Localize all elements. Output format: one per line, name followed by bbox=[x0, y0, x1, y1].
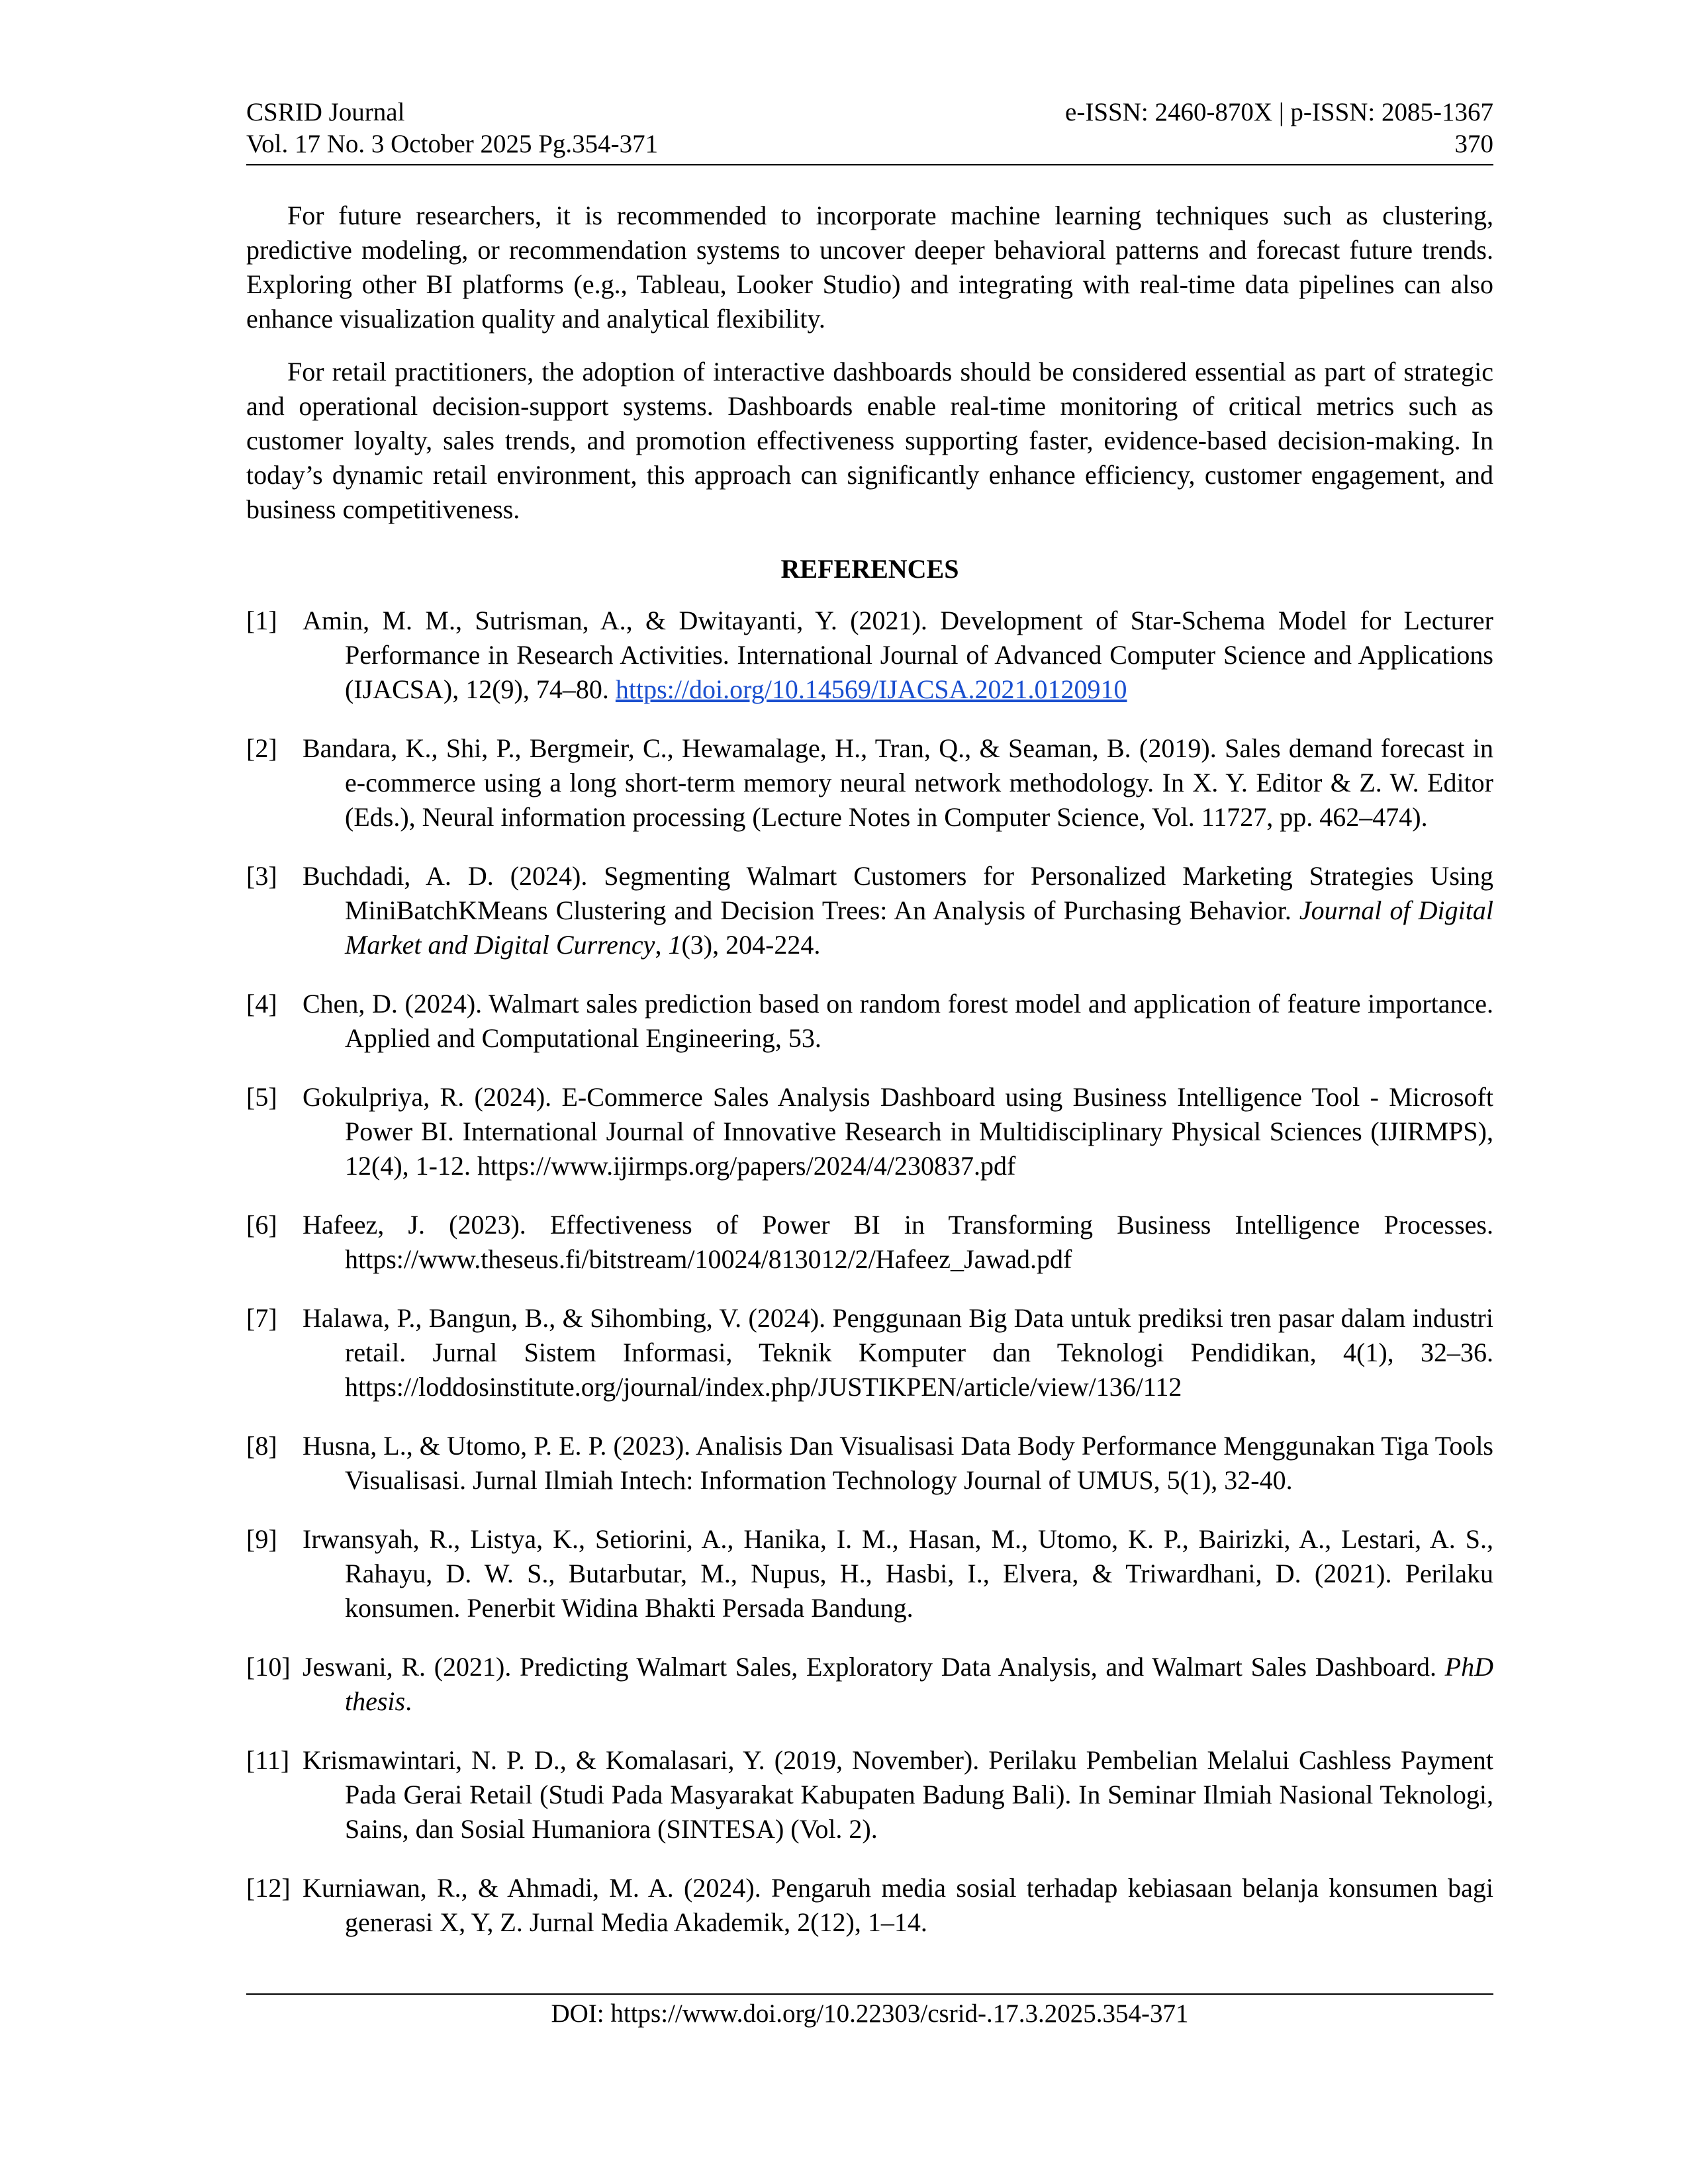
reference-text: Amin, M. M., Sutrisman, A., & Dwitayanti, Y. (2021). Development of Star-Schema Model for Lecturer Performance in Research Activities. International Journal of Advanced Computer Science and Applications (IJACSA), 12(9), 74–80. bbox=[303, 606, 1493, 704]
paragraph-retail-practitioners: For retail practitioners, the adoption of interactive dashboards should be considered essential as part of strategic and operational decision-support systems. Dashboards enable real-time monitoring of critical metrics such as customer loyalty, sales trends, and promotion effectiveness supporting faster, evidence-based decision-making. In today’s dynamic retail environment, this approach can significantly enhance efficiency, customer engagement, and business competitiveness. bbox=[246, 357, 1493, 524]
reference-text: Bandara, K., Shi, P., Bergmeir, C., Hewamalage, H., Tran, Q., & Seaman, B. (2019). Sales demand forecast in e-commerce using a long short-term memory neural network methodology. In X. Y. Editor & Z. W. Editor (Eds.), Neural information processing (Lecture Notes in Computer Science, Vol. 11727, pp. 462–474). bbox=[303, 733, 1493, 832]
reference-item: [3] Buchdadi, A. D. (2024). Segmenting Walmart Customers for Personalized Marketing Strategies Using MiniBatchKMeans Clustering and Decision Trees: An Analysis of Purchasing Behavior. Journal of Digital Market and Digital Currency, 1(3), 204-224. bbox=[246, 861, 1493, 960]
reference-journal: Journal of Digital Market and Digital Currency bbox=[345, 895, 1493, 960]
header-row-1 bbox=[246, 97, 1493, 128]
reference-text: Krismawintari, N. P. D., & Komalasari, Y. (2019, November). Perilaku Pembelian Melalui Cashless Payment Pada Gerai Retail (Studi Pada Masyarakat Kabupaten Badung Bali). In Seminar Ilmiah Nasional Teknologi, Sains, dan Sosial Humaniora (SINTESA) (Vol. 2). bbox=[303, 1745, 1493, 1844]
volume-info: Vol. 17 No. 3 October 2025 Pg.354-371 bbox=[246, 130, 659, 158]
reference-item: [5] Gokulpriya, R. (2024). E-Commerce Sales Analysis Dashboard using Business Intelligence Tool - Microsoft Power BI. International Journal of Innovative Research in Multidisciplinary Physical Sciences (IJIRMPS), 12(4), 1-12. https://www.ijirmps.org/papers/2024/4/230837.pdf bbox=[246, 1082, 1493, 1181]
reference-text: Buchdadi, A. D. (2024). Segmenting Walmart Customers for Personalized Marketing Strategies Using MiniBatchKMeans Clustering and Decision Trees: An Analysis of Purchasing Behavior. bbox=[303, 861, 1493, 925]
references-heading: REFERENCES bbox=[780, 554, 959, 584]
reference-item: [2] Bandara, K., Shi, P., Bergmeir, C., Hewamalage, H., Tran, Q., & Seaman, B. (2019). Sales demand forecast in e-commerce using a long short-term memory neural network methodology. In X. Y. Editor & Z. W. Editor (Eds.), Neural information processing (Lecture Notes in Computer Science, Vol. 11727, pp. 462–474). bbox=[246, 733, 1493, 832]
reference-text: Halawa, P., Bangun, B., & Sihombing, V. (2024). Penggunaan Big Data untuk prediksi tren pasar dalam industri retail. Jurnal Sistem Informasi, Teknik Komputer dan Teknologi Pendidikan, 4(1), 32–36. https://loddosinstitute.org/journal/index.php/JUSTIKPEN/article/view/136/112 bbox=[303, 1303, 1493, 1402]
reference-publication-type: PhD thesis bbox=[345, 1652, 1493, 1716]
reference-item: [6] Hafeez, J. (2023). Effectiveness of Power BI in Transforming Business Intelligence Processes. https://www.theseus.fi/bitstream/10024/813012/2/Hafeez_Jawad.pdf bbox=[246, 1210, 1493, 1274]
reference-item: [4] Chen, D. (2024). Walmart sales prediction based on random forest model and application of feature importance. Applied and Computational Engineering, 53. bbox=[246, 989, 1493, 1053]
page-header bbox=[246, 97, 1493, 160]
issn-info: e-ISSN: 2460-870X | p-ISSN: 2085-1367 bbox=[1065, 98, 1493, 126]
journal-name: CSRID Journal bbox=[246, 98, 405, 126]
reference-text: Irwansyah, R., Listya, K., Setiorini, A., Hanika, I. M., Hasan, M., Utomo, K. P., Bairizki, A., Lestari, A. S., Rahayu, D. W. S., Butarbutar, M., Nupus, H., Hasbi, I., Elvera, & Triwardhani, D. (2021). Perilaku konsumen. Penerbit Widina Bhakti Persada Bandung. bbox=[303, 1524, 1493, 1623]
header-row-2 bbox=[246, 128, 1493, 160]
reference-volume: 1 bbox=[668, 930, 682, 960]
reference-item: [8] Husna, L., & Utomo, P. E. P. (2023). Analisis Dan Visualisasi Data Body Performance Menggunakan Tiga Tools Visualisasi. Jurnal Ilmiah Intech: Information Technology Journal of UMUS, 5(1), 32-40. bbox=[246, 1431, 1493, 1495]
reference-pages: (3), 204-224. bbox=[681, 930, 821, 960]
reference-text: Hafeez, J. (2023). Effectiveness of Power BI in Transforming Business Intelligence Processes. https://www.theseus.fi/bitstream/10024/813012/2/Hafeez_Jawad.pdf bbox=[303, 1210, 1493, 1274]
page-body bbox=[246, 199, 1493, 1964]
reference-doi-link[interactable]: https://doi.org/10.14569/IJACSA.2021.0120910 bbox=[615, 674, 1127, 704]
reference-text: Gokulpriya, R. (2024). E-Commerce Sales Analysis Dashboard using Business Intelligence Tool - Microsoft Power BI. International Journal of Innovative Research in Multidisciplinary Physical Sciences (IJIRMPS), 12(4), 1-12. https://www.ijirmps.org/papers/2024/4/230837.pdf bbox=[303, 1082, 1493, 1181]
page-number: 370 bbox=[1454, 130, 1493, 158]
reference-item: [12] Kurniawan, R., & Ahmadi, M. A. (2024). Pengaruh media sosial terhadap kebiasaan belanja konsumen bagi generasi X, Y, Z. Jurnal Media Akademik, 2(12), 1–14. bbox=[246, 1873, 1493, 1937]
reference-separator: , bbox=[655, 930, 669, 960]
header-divider bbox=[246, 164, 1493, 165]
paragraph-future-research: For future researchers, it is recommended to incorporate machine learning techniques such as clustering, predictive modeling, or recommendation systems to uncover deeper behavioral patterns and forecast future trends. Exploring other BI platforms (e.g., Tableau, Looker Studio) and integrating with real-time data pipelines can also enhance visualization quality and analytical flexibility. bbox=[246, 201, 1493, 334]
reference-item: [9] Irwansyah, R., Listya, K., Setiorini, A., Hanika, I. M., Hasan, M., Utomo, K. P., Bairizki, A., Lestari, A. S., Rahayu, D. W. S., Butarbutar, M., Nupus, H., Hasbi, I., Elvera, & Triwardhani, D. (2021). Perilaku konsumen. Penerbit Widina Bhakti Persada Bandung. bbox=[246, 1524, 1493, 1623]
reference-item: [1] Amin, M. M., Sutrisman, A., & Dwitayanti, Y. (2021). Development of Star-Schema Model for Lecturer Performance in Research Activities. International Journal of Advanced Computer Science and Applications (IJACSA), 12(9), 74–80. https://doi.org/10.14569/IJACSA.2021.0120910 bbox=[246, 606, 1493, 704]
footer-divider bbox=[246, 1993, 1493, 1995]
reference-period: . bbox=[405, 1686, 412, 1716]
reference-text: Chen, D. (2024). Walmart sales prediction based on random forest model and application of feature importance. Applied and Computational Engineering, 53. bbox=[303, 989, 1493, 1053]
reference-text: Kurniawan, R., & Ahmadi, M. A. (2024). Pengaruh media sosial terhadap kebiasaan belanja konsumen bagi generasi X, Y, Z. Jurnal Media Akademik, 2(12), 1–14. bbox=[303, 1873, 1493, 1937]
reference-text: Jeswani, R. (2021). Predicting Walmart Sales, Exploratory Data Analysis, and Walmart Sales Dashboard. bbox=[303, 1652, 1445, 1682]
reference-text: Husna, L., & Utomo, P. E. P. (2023). Analisis Dan Visualisasi Data Body Performance Menggunakan Tiga Tools Visualisasi. Jurnal Ilmiah Intech: Information Technology Journal of UMUS, 5(1), 32-40. bbox=[303, 1431, 1493, 1495]
reference-item: [10] Jeswani, R. (2021). Predicting Walmart Sales, Exploratory Data Analysis, and Walmart Sales Dashboard. PhD thesis. bbox=[246, 1652, 1493, 1716]
footer-doi: DOI: https://www.doi.org/10.22303/csrid-.17.3.2025.354-371 bbox=[551, 1999, 1189, 2028]
reference-item: [7] Halawa, P., Bangun, B., & Sihombing, V. (2024). Penggunaan Big Data untuk prediksi tren pasar dalam industri retail. Jurnal Sistem Informasi, Teknik Komputer dan Teknologi Pendidikan, 4(1), 32–36. https://loddosinstitute.org/journal/index.php/JUSTIKPEN/article/view/136/112 bbox=[246, 1303, 1493, 1402]
references-list bbox=[246, 604, 1493, 1940]
reference-item: [11] Krismawintari, N. P. D., & Komalasari, Y. (2019, November). Perilaku Pembelian Melalui Cashless Payment Pada Gerai Retail (Studi Pada Masyarakat Kabupaten Badung Bali). In Seminar Ilmiah Nasional Teknologi, Sains, dan Sosial Humaniora (SINTESA) (Vol. 2). bbox=[246, 1745, 1493, 1844]
